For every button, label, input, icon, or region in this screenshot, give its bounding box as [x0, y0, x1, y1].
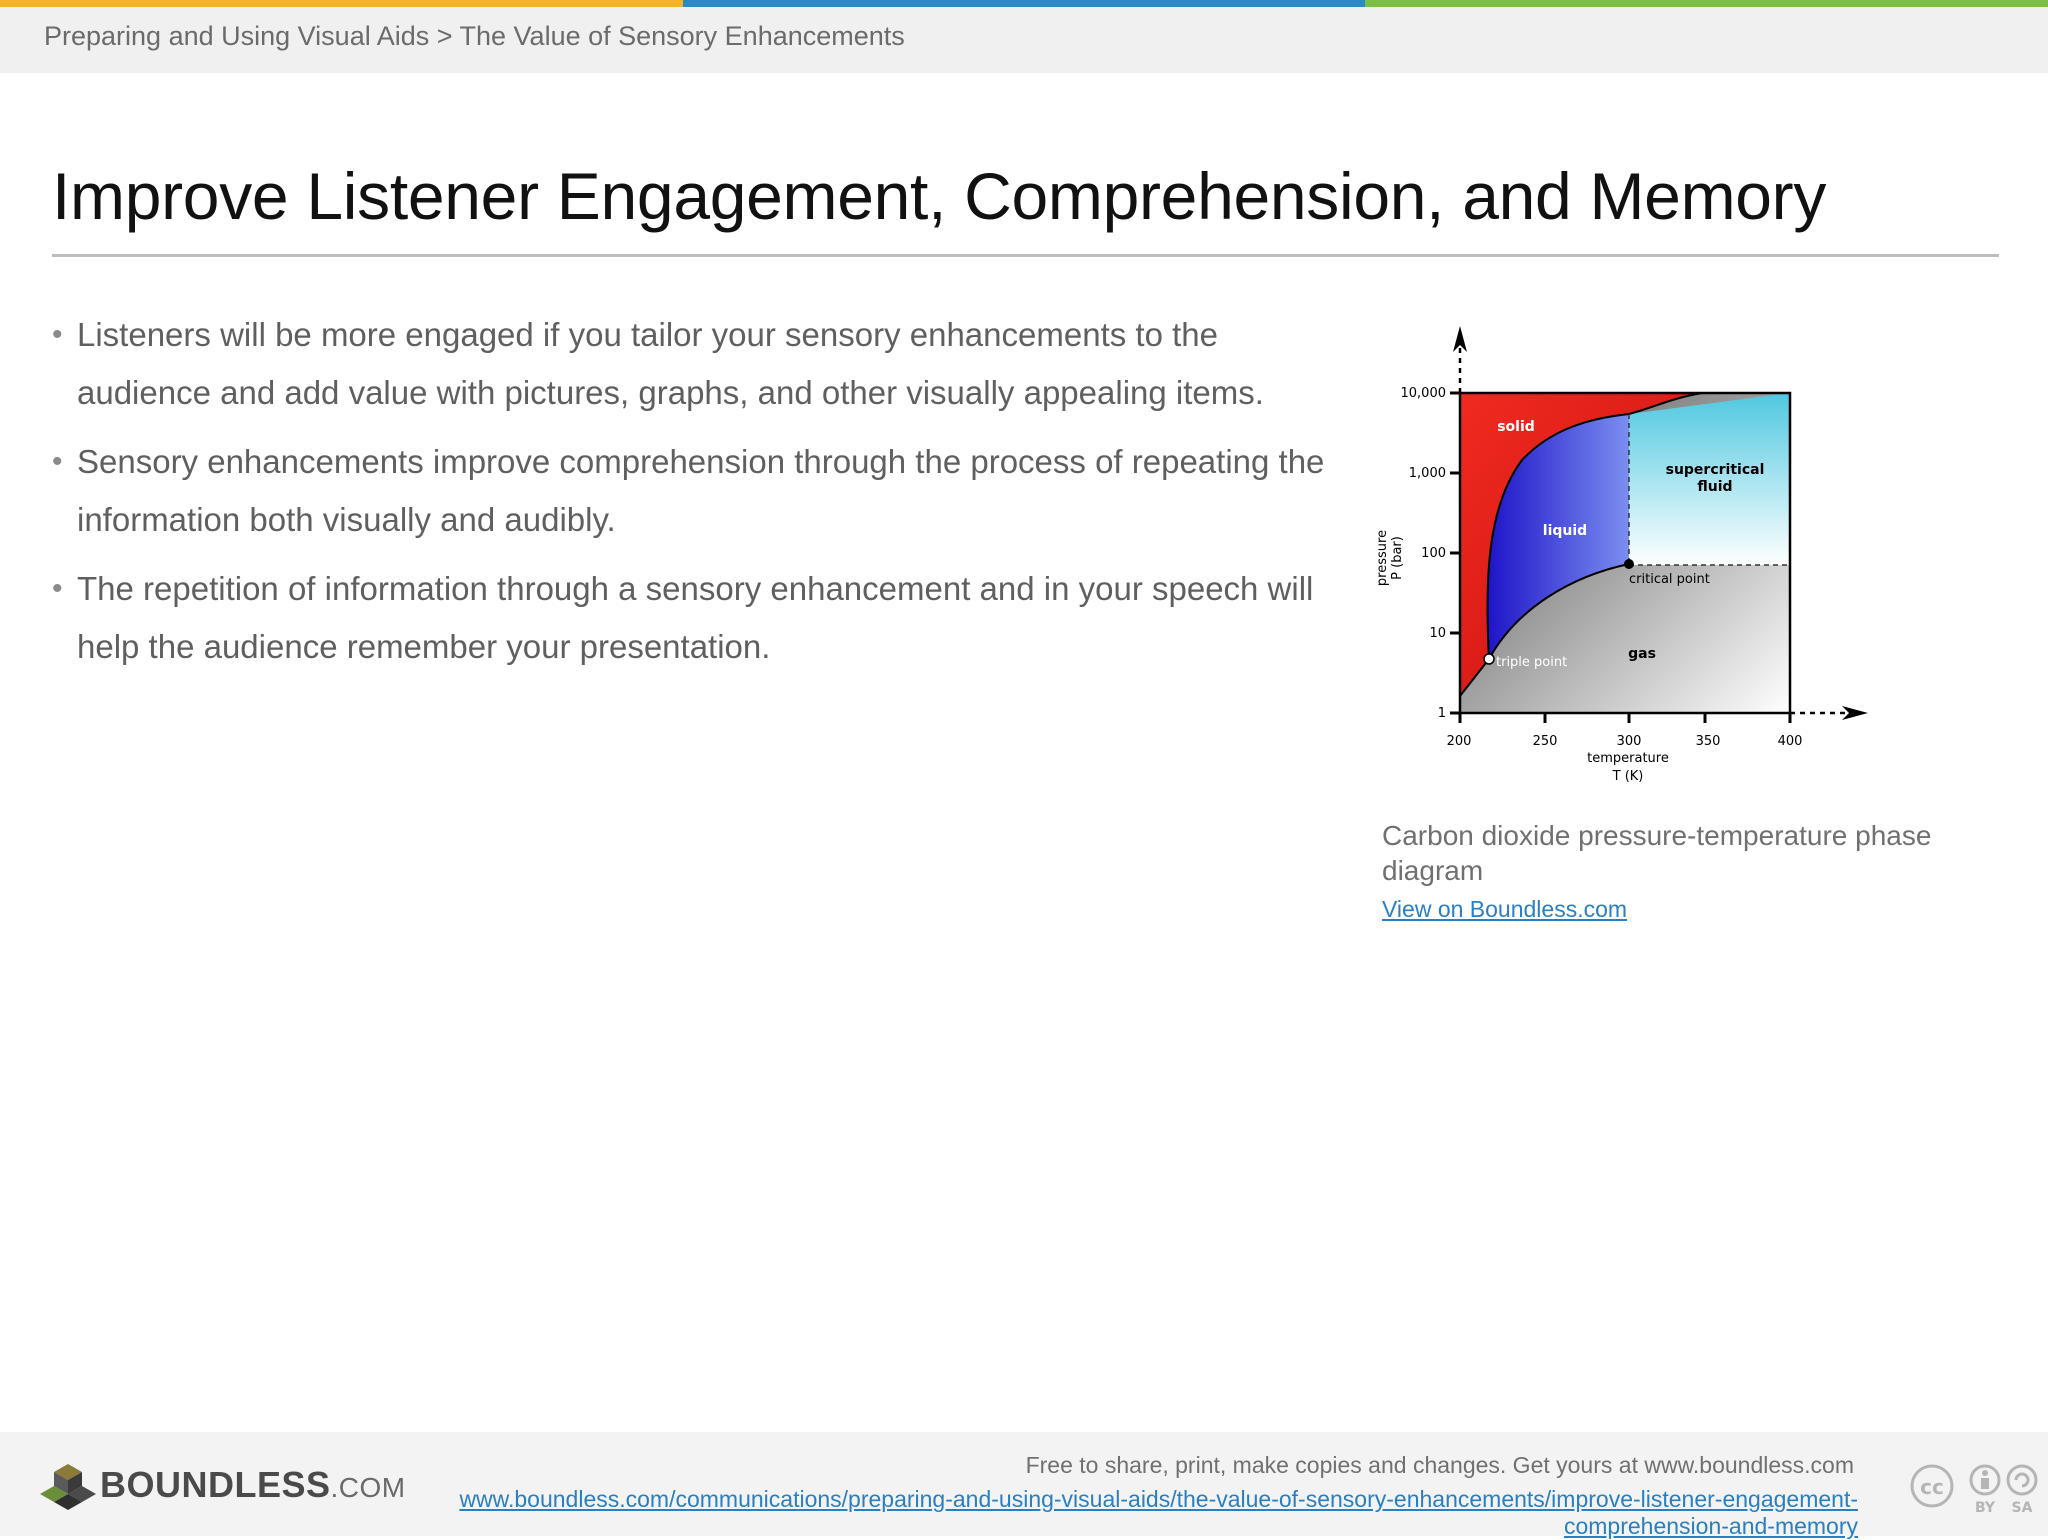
- creative-commons-license-icon: [1910, 1464, 2038, 1518]
- x-tick-label: 250: [1532, 734, 1558, 749]
- x-axis-unit: T (K): [1612, 769, 1644, 784]
- brand-name: BOUNDLESS: [100, 1464, 331, 1505]
- page-title: Improve Listener Engagement, Comprehension, and Memory: [52, 159, 1827, 233]
- top-bar-yellow: [0, 0, 683, 7]
- y-axis-label: pressure: [1375, 529, 1390, 587]
- y-tick-label: 1,000: [1408, 466, 1446, 481]
- boundless-logo-icon: [40, 1462, 96, 1512]
- bullet-item: [52, 560, 1342, 676]
- brand-suffix: .COM: [330, 1472, 406, 1503]
- x-axis-label: temperature: [1587, 751, 1669, 766]
- bullet-item: [52, 306, 1342, 422]
- x-axis-arrow-icon: [1842, 706, 1868, 720]
- y-tick-label: 1: [1437, 706, 1446, 721]
- license-sa: SA: [2011, 1500, 2033, 1516]
- x-tick-label: 400: [1777, 734, 1803, 749]
- y-ticks: [1450, 393, 1460, 713]
- footer: [0, 1432, 2048, 1539]
- bullet-text: Sensory enhancements improve comprehension through the process of repeating the information both visually and audibly.: [77, 443, 1325, 538]
- share-notice: Free to share, print, make copies and changes. Get yours at www.boundless.com: [1025, 1452, 1854, 1478]
- view-on-boundless-link[interactable]: View on Boundless.com: [1382, 896, 1628, 922]
- top-bar-blue: [683, 0, 1366, 7]
- bullet-list: [52, 306, 1342, 687]
- supercritical-label: supercritical: [1665, 462, 1765, 478]
- bullet-dot-icon: •: [52, 572, 63, 605]
- critical-point-label: critical point: [1629, 572, 1710, 587]
- breadcrumb: Preparing and Using Visual Aids > The Value of Sensory Enhancements: [44, 21, 905, 51]
- boundless-logo-text: [100, 1464, 406, 1506]
- license-by: BY: [1974, 1500, 1996, 1516]
- y-tick-label: 10: [1429, 626, 1446, 641]
- bullet-text: Listeners will be more engaged if you tailor your sensory enhancements to the audience and add value with pictures, graphs, and other visually appealing items.: [77, 316, 1264, 411]
- breadcrumb-bar: [0, 7, 2048, 73]
- gas-label: gas: [1628, 646, 1656, 662]
- x-ticks: [1460, 713, 1790, 723]
- bullet-text: The repetition of information through a sensory enhancement and in your speech will help the audience remember your presentation.: [77, 570, 1314, 665]
- svg-text:cc: cc: [1920, 1475, 1944, 1499]
- solid-label: solid: [1497, 419, 1535, 435]
- supercritical-label-line2: fluid: [1697, 479, 1733, 495]
- phase-diagram: [1372, 318, 1892, 798]
- critical-point-marker: [1624, 559, 1634, 569]
- y-tick-label: 100: [1421, 546, 1446, 561]
- x-tick-label: 200: [1446, 734, 1472, 749]
- top-bar-green: [1365, 0, 2048, 7]
- y-axis-unit: P (bar): [1390, 536, 1405, 580]
- liquid-label: liquid: [1542, 523, 1588, 539]
- figure-caption: Carbon dioxide pressure-temperature phase diagram: [1382, 820, 1932, 886]
- x-tick-label: 300: [1616, 734, 1642, 749]
- top-color-bar: [0, 0, 2048, 7]
- triple-point-label: triple point: [1496, 655, 1568, 670]
- bullet-dot-icon: •: [52, 318, 63, 351]
- y-tick-label: 10,000: [1400, 386, 1446, 401]
- source-url-link[interactable]: www.boundless.com/communications/preparing-and-using-visual-aids/the-value-of-sensory-enhancements/improve-listener-engagement-comprehension-and-memory: [459, 1486, 1858, 1539]
- triple-point-marker: [1484, 654, 1494, 664]
- bullet-dot-icon: •: [52, 445, 63, 478]
- title-divider: [52, 254, 1999, 257]
- bullet-item: [52, 433, 1342, 549]
- x-tick-label: 350: [1695, 734, 1721, 749]
